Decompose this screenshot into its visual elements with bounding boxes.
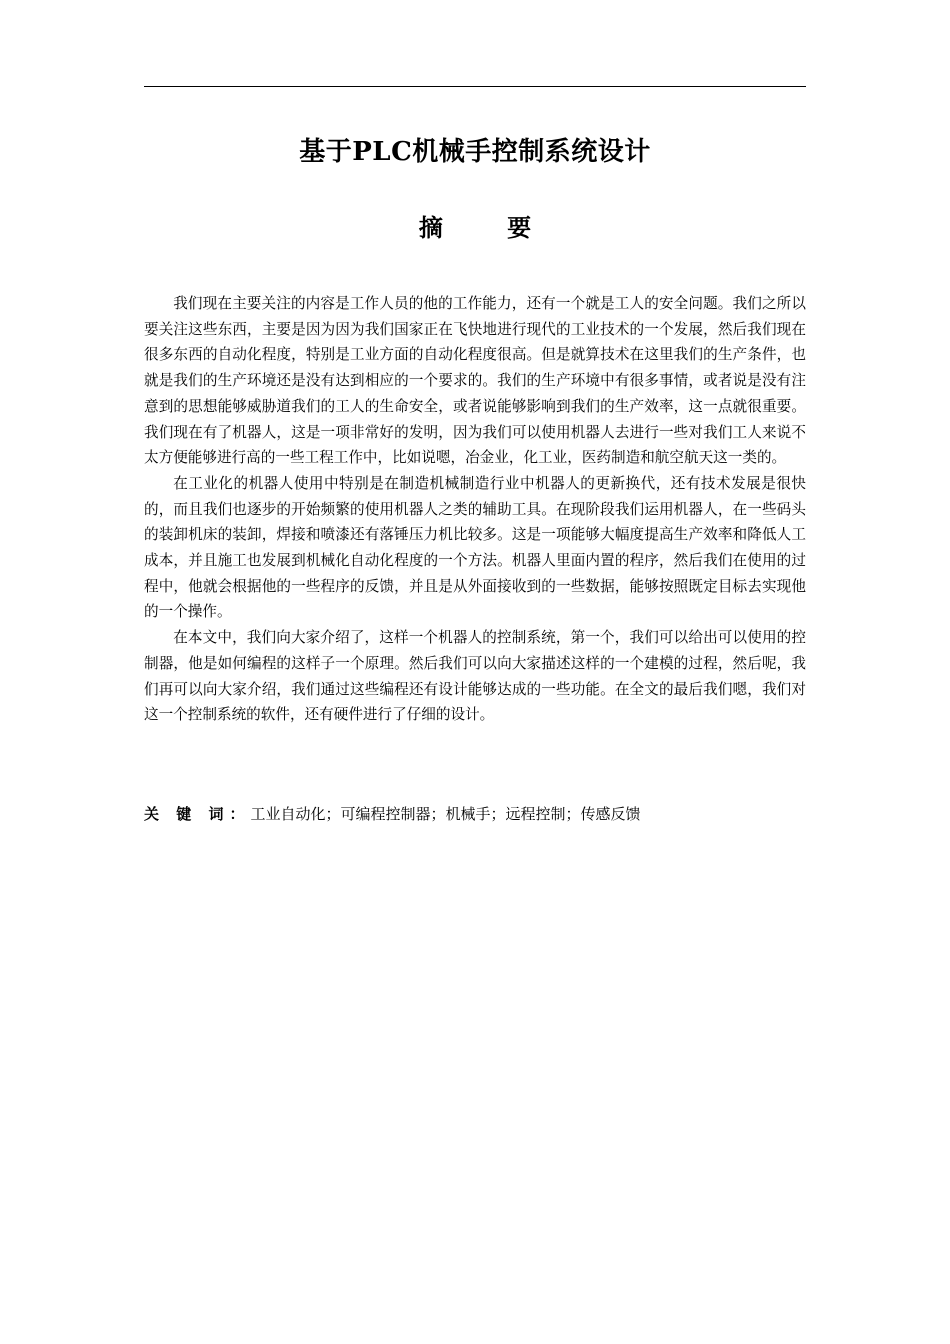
keywords-text: 工业自动化；可编程控制器；机械手；远程控制；传感反馈 — [250, 805, 641, 823]
abstract-paragraph-2: 在工业化的机器人使用中特别是在制造机械制造行业中机器人的更新换代，还有技术发展是很快的，而且我们也逐步的开始频繁的使用机器人之类的辅助工具。在现阶段我们运用机器人，在一些码头的装卸机床的装卸，焊接和喷漆还有落锤压力机比较多。这是一项能够大幅度提高生产效率和降低人工成本，并且施工也发展到机械化自动化程度的一个方法。机器人里面内置的程序，然后我们在使用的过程中，他就会根据他的一些程序的反馈，并且是从外面接收到的一些数据，能够按照既定目标去实现他的一个操作。 — [144, 474, 806, 621]
abstract-heading: 摘 要 — [418, 214, 560, 242]
keywords-line — [144, 801, 806, 827]
abstract-paragraph-1: 我们现在主要关注的内容是工作人员的他的工作能力，还有一个就是工人的安全问题。我们之所以要关注这些东西，主要是因为因为我们国家正在飞快地进行现代的工业技术的一个发展，然后我们现在很多东西的自动化程度，特别是工业方面的自动化程度很高。但是就算技术在这里我们的生产条件，也就是我们的生产环境还是没有达到相应的一个要求的。我们的生产环境中有很多事情，或者说是没有注意到的思想能够威胁道我们的工人的生命安全，或者说能够影响到我们的生产效率，这一点就很重要。我们现在有了机器人，这是一项非常好的发明，因为我们可以使用机器人去进行一些对我们工人来说不太方便能够进行高的一些工程工作中，比如说嗯，冶金业，化工业，医药制造和航空航天这一类的。 — [144, 295, 806, 467]
paper-title: 基于PLC机械手控制系统设计 — [299, 137, 651, 167]
header-rule — [144, 86, 806, 87]
keywords-label: 关 键 词： — [144, 805, 251, 823]
abstract-body — [144, 291, 806, 728]
abstract-paragraph-3: 在本文中，我们向大家介绍了，这样一个机器人的控制系统，第一个，我们可以给出可以使用的控制器，他是如何编程的这样子一个原理。然后我们可以向大家描述这样的一个建模的过程，然后呢，我们再可以向大家介绍，我们通过这些编程还有设计能够达成的一些功能。在全文的最后我们嗯，我们对这一个控制系统的软件，还有硬件进行了仔细的设计。 — [144, 629, 806, 724]
